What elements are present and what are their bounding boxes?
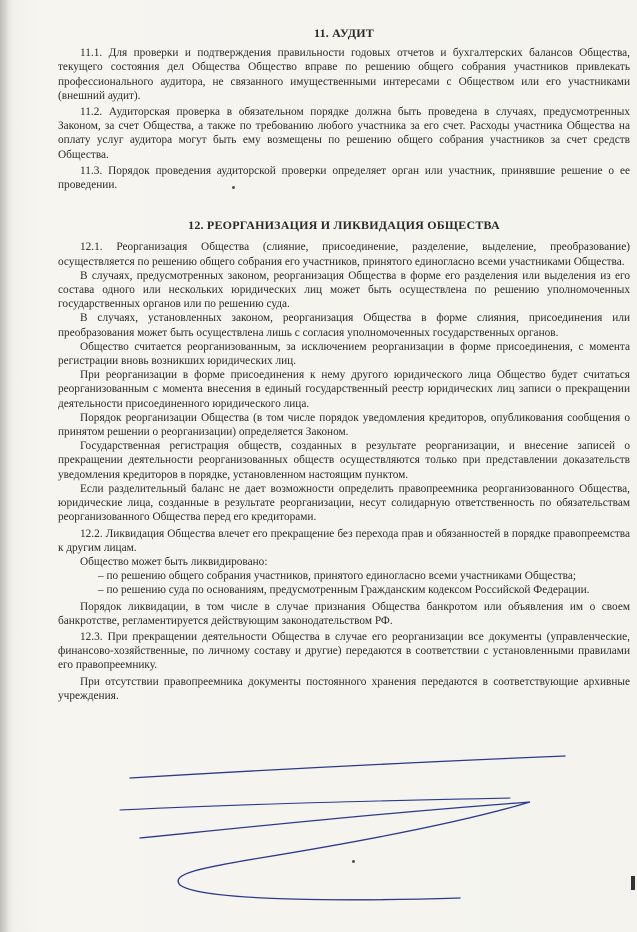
paragraph-12-1-division: В случаях, предусмотренных законом, реорганизация Общества в форме его разделения или выделения из его состава одного или нескольких юридических лиц может быть осуществлена по решению уполномоченных государственных органов или по решению суда.	[58, 269, 630, 311]
paragraph-12-1: 12.1. Реорганизация Общества (слияние, присоединение, разделение, выделение, преобразование) осуществляется по решению общего собрания его участников, принятого единогласно всеми участниками Общества.	[58, 241, 630, 268]
paragraph-12-3-archive: При отсутствии правопреемника документы постоянного хранения передаются в соответствующие архивные учреждения.	[58, 675, 630, 702]
paragraph-12-1-balance: Если разделительный баланс не дает возможности определить правопреемника реорганизованного Общества, юридические лица, созданные в результате реорганизации, несут солидарную ответственность по обязательствам реорганизованного Общества перед его кредиторами.	[58, 482, 630, 524]
margin-mark	[631, 876, 635, 890]
scan-edge-shadow	[0, 0, 8, 932]
paragraph-12-1-procedure: Порядок реорганизации Общества (в том числе порядок уведомления кредиторов, опубликования сообщения о принятом решении о реорганизации) определяется Законом.	[58, 411, 630, 439]
paragraph-12-2: 12.2. Ликвидация Общества влечет его прекращение без перехода прав и обязанностей в порядке правопреемства к другим лицам.	[58, 527, 630, 554]
paragraph-12-1-accession: При реорганизации в форме присоединения к нему другого юридического лица Общество будет считаться реорганизованным с момента внесения в единый государственный реестр юридических лиц записи о прекращении деятельности присоединенного юридического лица.	[58, 369, 630, 410]
list-item-court: – по решению суда по основаниям, предусмотренным Гражданским кодексом Российской Федерации.	[98, 584, 590, 597]
paragraph-12-2-liquidation: Общество может быть ликвидировано:	[80, 555, 268, 568]
section-11-title: 11. АУДИТ	[314, 26, 374, 40]
paragraph-12-1-merger: В случаях, установленных законом, реорганизация Общества в форме слияния, присоединения или преобразования может быть осуществлена лишь с согласия уполномоченных государственных органов.	[58, 312, 630, 339]
scan-speck	[352, 860, 355, 863]
paragraph-11-2: 11.2. Аудиторская проверка в обязательном порядке должна быть проведена в случаях, предусмотренных Законом, за счет Общества, а также по требованию любого участника за его счет. Расходы участника Общества на оплату услуг аудитора могут быть ему возмещены по решению общего собрания участников за счет средств Общества.	[58, 106, 630, 161]
paragraph-11-3: 11.3. Порядок проведения аудиторской проверки определяет орган или участник, принявшие решение о ее проведении.	[58, 164, 630, 192]
list-item-assembly: – по решению общего собрания участников, принятого единогласно всеми участниками Общества;	[98, 570, 576, 583]
scan-speck	[232, 186, 235, 189]
paragraph-12-1-reorganized: Общество считается реорганизованным, за исключением реорганизации в форме присоединения, с момента регистрации вновь возникших юридических лиц.	[58, 340, 630, 368]
document-body	[58, 22, 630, 703]
paragraph-12-1-registration: Государственная регистрация обществ, созданных в результате реорганизации, и внесение записей о прекращении деятельности реорганизованных обществ осуществляются только при представлении доказательств уведомления кредиторов в порядке, установленном настоящим пунктом.	[58, 440, 630, 481]
paragraph-11-1: 11.1. Для проверки и подтверждения правильности годовых отчетов и бухгалтерских балансов Общества, текущего состояния дел Общества Общество вправе по решению общего собрания участников привлекать профессионального аудитора, не связанного имущественными интересами с Обществом или его участниками (внешний аудит).	[58, 47, 630, 102]
handwritten-signature	[110, 750, 580, 920]
section-12-title: 12. РЕОРГАНИЗАЦИЯ И ЛИКВИДАЦИЯ ОБЩЕСТВА	[188, 218, 500, 233]
paragraph-12-2-bankruptcy: Порядок ликвидации, в том числе в случае признания Общества банкротом или объявления им о своем банкротстве, регламентируется действующим законодательством РФ.	[58, 600, 630, 627]
paragraph-12-3: 12.3. При прекращении деятельности Общества в случае его реорганизации все документы (управленческие, финансово-хозяйственные, по личному составу и другие) передаются в соответствии с установленными правилами его правопреемнику.	[58, 630, 630, 672]
